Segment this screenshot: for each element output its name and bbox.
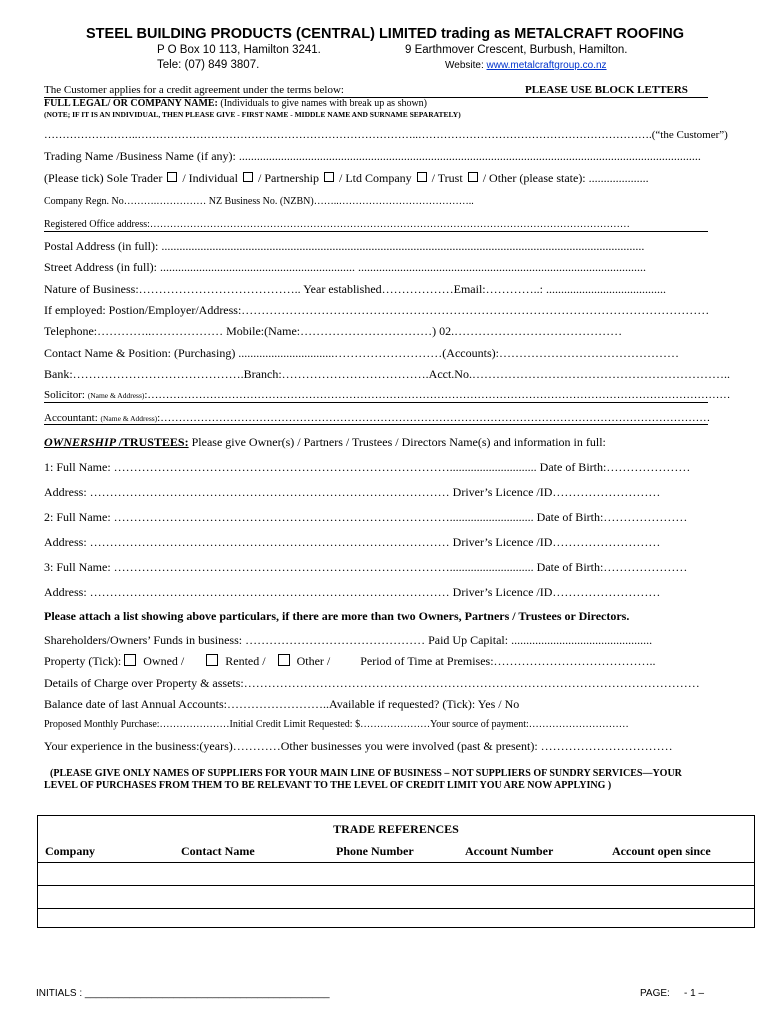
credit-agreement-intro: The Customer applies for a credit agreement under the terms below:: [44, 84, 344, 96]
property-row: [44, 654, 656, 669]
employer-field[interactable]: If employed: Postion/Employer/Address:………………………………………………………………………………………………………: [44, 303, 710, 317]
column-account-open-since: Account open since: [612, 844, 711, 858]
solicitor-dots: :……………………………………………………………………………………………………………………………………………: [144, 389, 731, 401]
block-letters-note: PLEASE USE BLOCK LETTERS: [525, 84, 688, 96]
website-label: Website:: [445, 60, 487, 71]
ownership-heading-italic: OWNERSHIP: [44, 435, 119, 449]
website-line: [445, 60, 607, 71]
nature-of-business-field[interactable]: Nature of Business:………………………………….. Year established………………Email:…………..: ........................................: [44, 282, 666, 296]
other-property-checkbox[interactable]: [278, 654, 290, 666]
postal-address-field[interactable]: Postal Address (in full): .................................................................................................................................................................: [44, 239, 645, 253]
website-link[interactable]: www.metalcraftgroup.co.nz: [486, 60, 607, 71]
other-property-label: Other /: [293, 654, 331, 668]
accountant-rule: [44, 424, 708, 425]
column-phone-number: Phone Number: [336, 844, 414, 858]
ltd-company-label: / Ltd Company: [335, 171, 415, 185]
shareholders-funds-field[interactable]: Shareholders/Owners’ Funds in business: ……………………………………… Paid Up Capital: ...............................................: [44, 633, 653, 647]
solicitor-hint: (Name & Address): [87, 391, 145, 400]
trust-label: / Trust: [428, 171, 466, 185]
owned-label: Owned /: [140, 654, 185, 668]
legal-name-heading: FULL LEGAL/ OR COMPANY NAME:: [44, 98, 218, 109]
registered-office-rule: [44, 231, 708, 232]
other-entity-field[interactable]: / Other (please state): ....................: [479, 171, 649, 185]
page-number: - 1 –: [684, 988, 705, 999]
company-title: STEEL BUILDING PRODUCTS (CENTRAL) LIMITED trading as METALCRAFT ROOFING: [86, 26, 684, 42]
ltd-company-checkbox[interactable]: [417, 172, 427, 182]
trade-references-title: TRADE REFERENCES: [333, 822, 459, 836]
ownership-heading-trustees: /TRUSTEES:: [118, 435, 189, 449]
rented-label: Rented /: [222, 654, 266, 668]
solicitor-field[interactable]: [44, 389, 730, 401]
table-row[interactable]: [38, 885, 754, 908]
telephone-field[interactable]: Telephone:…………..……………… Mobile:(Name:……………………………) 02.……………………………………: [44, 324, 623, 338]
entity-type-row: [44, 171, 649, 186]
column-company: Company: [45, 844, 96, 858]
street-address-field[interactable]: Street Address (in full): ................................................................. ................................................................................................: [44, 260, 646, 274]
owned-checkbox[interactable]: [124, 654, 136, 666]
solicitor-rule: [44, 402, 708, 403]
company-address: 9 Earthmover Crescent, Burbush, Hamilton.: [405, 44, 628, 56]
contact-name-field[interactable]: Contact Name & Position: (Purchasing) ................................………………………(Accounts):………………………………………: [44, 346, 679, 360]
solicitor-label: Solicitor:: [44, 389, 88, 401]
customer-name-field[interactable]: ……………………..…………………………………………………………………..……………………………………………………….(“the Customer”): [44, 129, 728, 141]
company-regn-field[interactable]: Company Regn. No……….…………… NZ Business No. (NZBN)……..…………………………………..: [44, 196, 474, 207]
legal-name-label: [44, 98, 427, 109]
proposed-purchase-field[interactable]: Proposed Monthly Purchase:…………………Initial Credit Limit Requested: $…………………Your source of payment:…………………………: [44, 719, 629, 730]
owner-2-address-field[interactable]: Address: ……………………………………………………………………………… Driver’s Licence /ID………………………: [44, 535, 661, 549]
owner-1-name-field[interactable]: 1: Full Name: …………………………………………………………………………............................. Date of Birth:…………………: [44, 460, 691, 474]
charge-details-field[interactable]: Details of Charge over Property & assets:……………………………………………………………………………………………………: [44, 676, 700, 690]
period-at-premises-field[interactable]: Period of Time at Premises:…………………………………..: [360, 654, 656, 668]
bank-field[interactable]: Bank:…………………………………….Branch:……………………………….Acct.No.………………………………………………………..: [44, 367, 730, 381]
owner-3-name-field[interactable]: 3: Full Name: …………………………………………………………………………............................ Date of Birth:…………………: [44, 560, 688, 574]
accountant-dots: :……………………………………………………………………………………………………………………………………: [157, 412, 711, 424]
registered-office-field[interactable]: Registered Office address:………………………………………………………………………………………………………………………………: [44, 219, 630, 230]
individual-note: (NOTE; IF IT IS AN INDIVIDUAL, THEN PLEASE GIVE - FIRST NAME - MIDDLE NAME AND SURNAME SEPARATELY): [44, 110, 461, 119]
legal-name-instructions: (Individuals to give names with break up as shown): [217, 98, 428, 109]
partnership-label: / Partnership: [254, 171, 322, 185]
individual-checkbox[interactable]: [243, 172, 253, 182]
partnership-checkbox[interactable]: [324, 172, 334, 182]
sole-trader-checkbox[interactable]: [167, 172, 177, 182]
balance-date-field[interactable]: Balance date of last Annual Accounts:……………………..Available if requested? (Tick): Yes / No: [44, 697, 520, 711]
trade-references-table: [37, 815, 755, 928]
po-box: P O Box 10 113, Hamilton 3241.: [157, 44, 321, 56]
accountant-field[interactable]: [44, 412, 710, 424]
accountant-hint: (Name & Address): [100, 414, 158, 423]
initials-field[interactable]: INITIALS : ____________________________________________: [36, 988, 330, 999]
property-label: Property (Tick):: [44, 654, 125, 668]
accountant-label: Accountant:: [44, 412, 101, 424]
individual-label: / Individual: [179, 171, 241, 185]
experience-field[interactable]: Your experience in the business:(years)…………Other businesses you were involved (past & present): ……………………………: [44, 739, 673, 753]
column-account-number: Account Number: [465, 844, 554, 858]
owner-3-address-field[interactable]: Address: ……………………………………………………………………………… Driver’s Licence /ID………………………: [44, 585, 661, 599]
ownership-heading-text: Please give Owner(s) / Partners / Trustees / Directors Name(s) and information in full:: [188, 435, 606, 449]
suppliers-note-line-1: (PLEASE GIVE ONLY NAMES OF SUPPLIERS FOR YOUR MAIN LINE OF BUSINESS – NOT SUPPLIERS OF SUNDRY SERVICES—YOUR: [50, 768, 682, 779]
trust-checkbox[interactable]: [468, 172, 478, 182]
rented-checkbox[interactable]: [206, 654, 218, 666]
trading-name-field[interactable]: Trading Name /Business Name (if any): ..........................................................................................................................................................: [44, 149, 701, 163]
ownership-heading: [44, 435, 606, 450]
table-row[interactable]: [38, 862, 754, 885]
tick-prefix: (Please tick) Sole Trader: [44, 171, 166, 185]
suppliers-note-line-2: LEVEL OF PURCHASES FROM THEM TO BE RELEVANT TO THE LEVEL OF CREDIT LIMIT YOU ARE NOW APPLYING ): [44, 780, 612, 791]
page-label: PAGE:: [640, 988, 670, 999]
attach-list-note: Please attach a list showing above particulars, if there are more than two Owners, Partners / Trustees or Directors.: [44, 609, 630, 623]
owner-2-name-field[interactable]: 2: Full Name: …………………………………………………………………………............................ Date of Birth:…………………: [44, 510, 688, 524]
table-row[interactable]: [38, 908, 754, 928]
telephone-header: Tele: (07) 849 3807.: [157, 59, 260, 71]
owner-1-address-field[interactable]: Address: ……………………………………………………………………………… Driver’s Licence /ID………………………: [44, 485, 661, 499]
column-contact-name: Contact Name: [181, 844, 255, 858]
